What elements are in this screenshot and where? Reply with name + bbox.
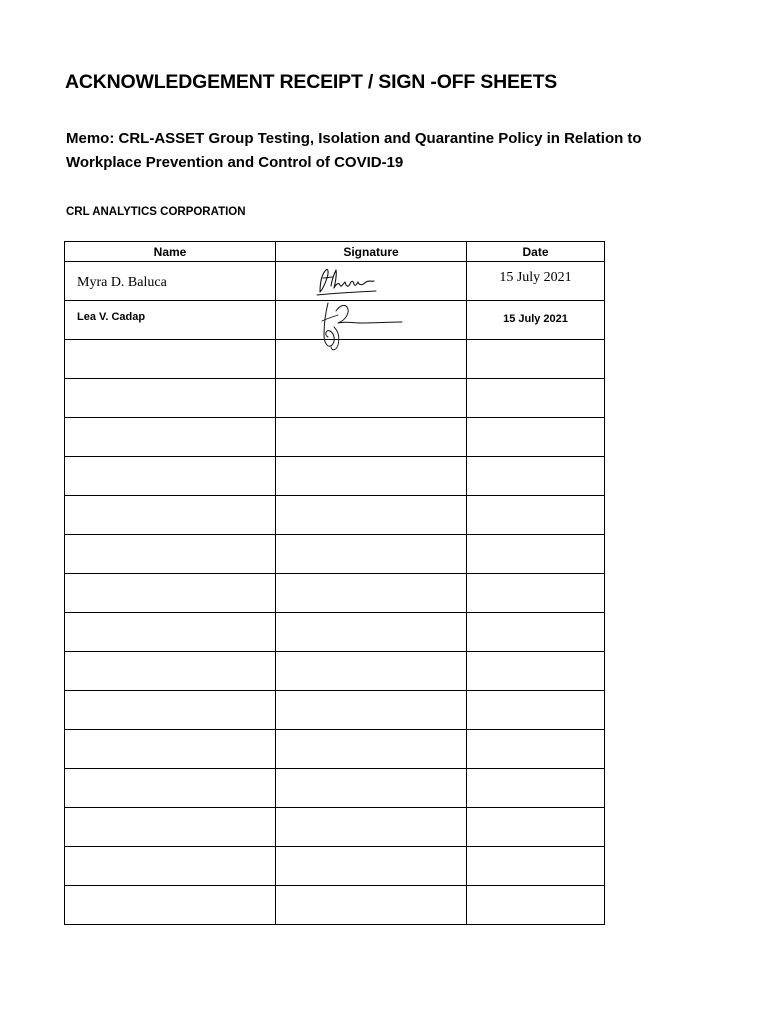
table-row-empty xyxy=(65,769,605,808)
date-cell xyxy=(467,613,605,652)
date-cell xyxy=(467,574,605,613)
name-cell xyxy=(65,496,276,535)
memo-subject: Memo: CRL-ASSET Group Testing, Isolation and Quarantine Policy in Relation to Workplace Prevention and Control of COVID-19 xyxy=(66,130,642,171)
table-row-empty xyxy=(65,613,605,652)
signature-cell xyxy=(276,691,467,730)
signature-cell xyxy=(276,886,467,925)
table-row-empty xyxy=(65,418,605,457)
signature-cell xyxy=(276,262,467,301)
date-cell xyxy=(467,379,605,418)
signature-cell xyxy=(276,730,467,769)
name-cell xyxy=(65,691,276,730)
name-cell xyxy=(65,340,276,379)
signature-cell xyxy=(276,652,467,691)
name-cell xyxy=(65,574,276,613)
table-row-empty xyxy=(65,886,605,925)
date-cell xyxy=(467,652,605,691)
name-cell xyxy=(65,769,276,808)
signature-cell xyxy=(276,340,467,379)
name-cell xyxy=(65,808,276,847)
name-cell xyxy=(65,457,276,496)
date-cell xyxy=(467,847,605,886)
signer-name: Myra D. Baluca xyxy=(77,275,167,290)
date-cell xyxy=(467,340,605,379)
table-row-empty xyxy=(65,379,605,418)
table-row-empty xyxy=(65,457,605,496)
date-cell xyxy=(467,457,605,496)
date-cell xyxy=(467,769,605,808)
table-row-empty xyxy=(65,730,605,769)
table-row-empty xyxy=(65,652,605,691)
signer-name: Lea V. Cadap xyxy=(77,311,146,323)
signature-cell xyxy=(276,769,467,808)
table-row-empty xyxy=(65,535,605,574)
signature-cell xyxy=(276,535,467,574)
name-cell xyxy=(65,535,276,574)
signature-cell xyxy=(276,418,467,457)
signature-cell xyxy=(276,808,467,847)
signature-cell xyxy=(276,457,467,496)
name-cell xyxy=(65,379,276,418)
column-header-signature: Signature xyxy=(276,242,467,262)
signature-cell xyxy=(276,574,467,613)
handwritten-signature xyxy=(276,301,466,339)
company-name: CRL ANALYTICS CORPORATION xyxy=(66,206,246,218)
date-cell xyxy=(467,496,605,535)
sign-date: 15 July 2021 xyxy=(499,270,572,285)
table-row-empty xyxy=(65,808,605,847)
name-cell xyxy=(65,301,276,340)
date-cell xyxy=(467,535,605,574)
signoff-table xyxy=(64,241,605,925)
name-cell xyxy=(65,262,276,301)
document-title: ACKNOWLEDGEMENT RECEIPT / SIGN -OFF SHEETS xyxy=(65,71,558,93)
table-row-empty xyxy=(65,574,605,613)
date-cell xyxy=(467,418,605,457)
date-cell xyxy=(467,262,605,301)
table-header-row xyxy=(65,242,605,262)
date-cell xyxy=(467,691,605,730)
handwritten-signature xyxy=(276,262,466,300)
column-header-name: Name xyxy=(65,242,276,262)
name-cell xyxy=(65,730,276,769)
name-cell xyxy=(65,886,276,925)
date-cell xyxy=(467,886,605,925)
column-header-date: Date xyxy=(467,242,605,262)
signature-cell xyxy=(276,613,467,652)
signature-cell xyxy=(276,301,467,340)
table-row-empty xyxy=(65,340,605,379)
table-row-empty xyxy=(65,691,605,730)
signature-cell xyxy=(276,379,467,418)
date-cell xyxy=(467,301,605,340)
name-cell xyxy=(65,418,276,457)
name-cell xyxy=(65,847,276,886)
name-cell xyxy=(65,613,276,652)
signature-cell xyxy=(276,847,467,886)
date-cell xyxy=(467,808,605,847)
table-row xyxy=(65,262,605,301)
date-cell xyxy=(467,730,605,769)
table-row-empty xyxy=(65,496,605,535)
sign-date: 15 July 2021 xyxy=(503,313,568,325)
table-row-empty xyxy=(65,847,605,886)
name-cell xyxy=(65,652,276,691)
table-row xyxy=(65,301,605,340)
signature-cell xyxy=(276,496,467,535)
